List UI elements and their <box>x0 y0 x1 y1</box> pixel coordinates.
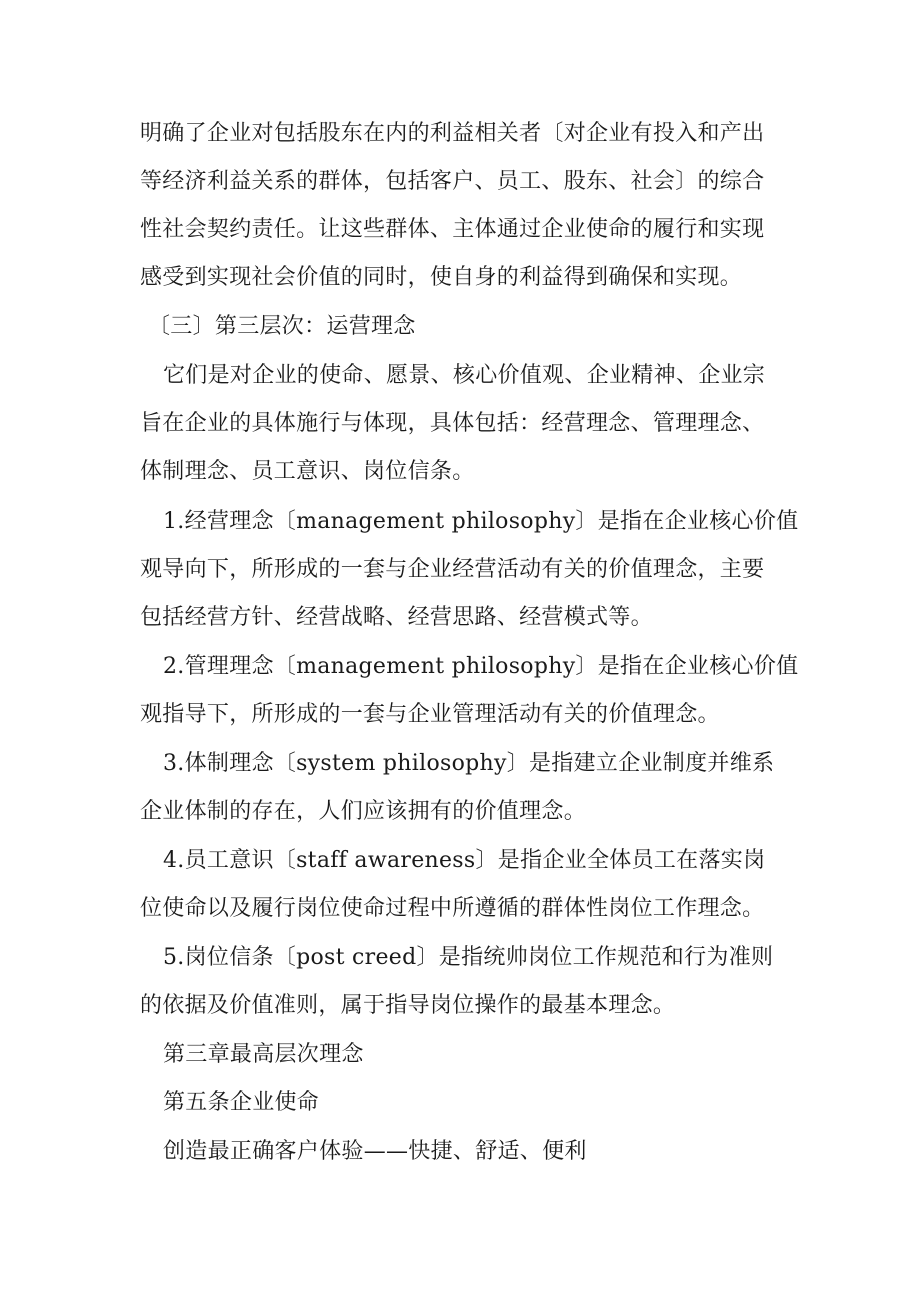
paragraph-line: 企业体制的存在，人们应该拥有的价值理念。 <box>140 799 587 824</box>
list-item-line: 4.员工意识〔staff awareness〕是指企业全体员工在落实岗 <box>163 848 766 873</box>
paragraph-line: 包括经营方针、经营战略、经营思路、经营模式等。 <box>140 605 653 630</box>
paragraph-line: 体制理念、员工意识、岗位信条。 <box>140 459 475 484</box>
paragraph-line: 性社会契约责任。让这些群体、主体通过企业使命的履行和实现 <box>140 217 765 242</box>
list-item-line: 1.经营理念〔management philosophy〕是指在企业核心价值 <box>163 509 799 534</box>
paragraph-line: 创造最正确客户体验——快捷、舒适、便利 <box>163 1139 587 1164</box>
paragraph-line: 的依据及价值准则，属于指导岗位操作的最基本理念。 <box>140 993 676 1018</box>
paragraph-line: 观导向下，所形成的一套与企业经营活动有关的价值理念，主要 <box>140 557 765 582</box>
paragraph-line: 它们是对企业的使命、愿景、核心价值观、企业精神、企业宗 <box>163 363 766 388</box>
paragraph-line: 位使命以及履行岗位使命过程中所遵循的群体性岗位工作理念。 <box>140 896 765 921</box>
list-item-line: 2.管理理念〔management philosophy〕是指在企业核心价值 <box>163 654 799 679</box>
paragraph-line: 感受到实现社会价值的同时，使自身的利益得到确保和实现。 <box>140 265 743 290</box>
list-item-line: 3.体制理念〔system philosophy〕是指建立企业制度并维系 <box>163 751 775 776</box>
section-heading: 〔三〕第三层次：运营理念 <box>148 314 416 339</box>
paragraph-line: 明确了企业对包括股东在内的利益相关者〔对企业有投入和产出 <box>140 121 765 146</box>
paragraph-line: 旨在企业的具体施行与体现，具体包括：经营理念、管理理念、 <box>140 411 765 436</box>
chapter-heading: 第三章最高层次理念 <box>163 1042 364 1067</box>
list-item-line: 5.岗位信条〔post creed〕是指统帅岗位工作规范和行为准则 <box>163 945 774 970</box>
paragraph-line: 观指导下，所形成的一套与企业管理活动有关的价值理念。 <box>140 702 720 727</box>
article-heading: 第五条企业使命 <box>163 1090 320 1115</box>
paragraph-line: 等经济利益关系的群体，包括客户、员工、股东、社会〕的综合 <box>140 169 765 194</box>
